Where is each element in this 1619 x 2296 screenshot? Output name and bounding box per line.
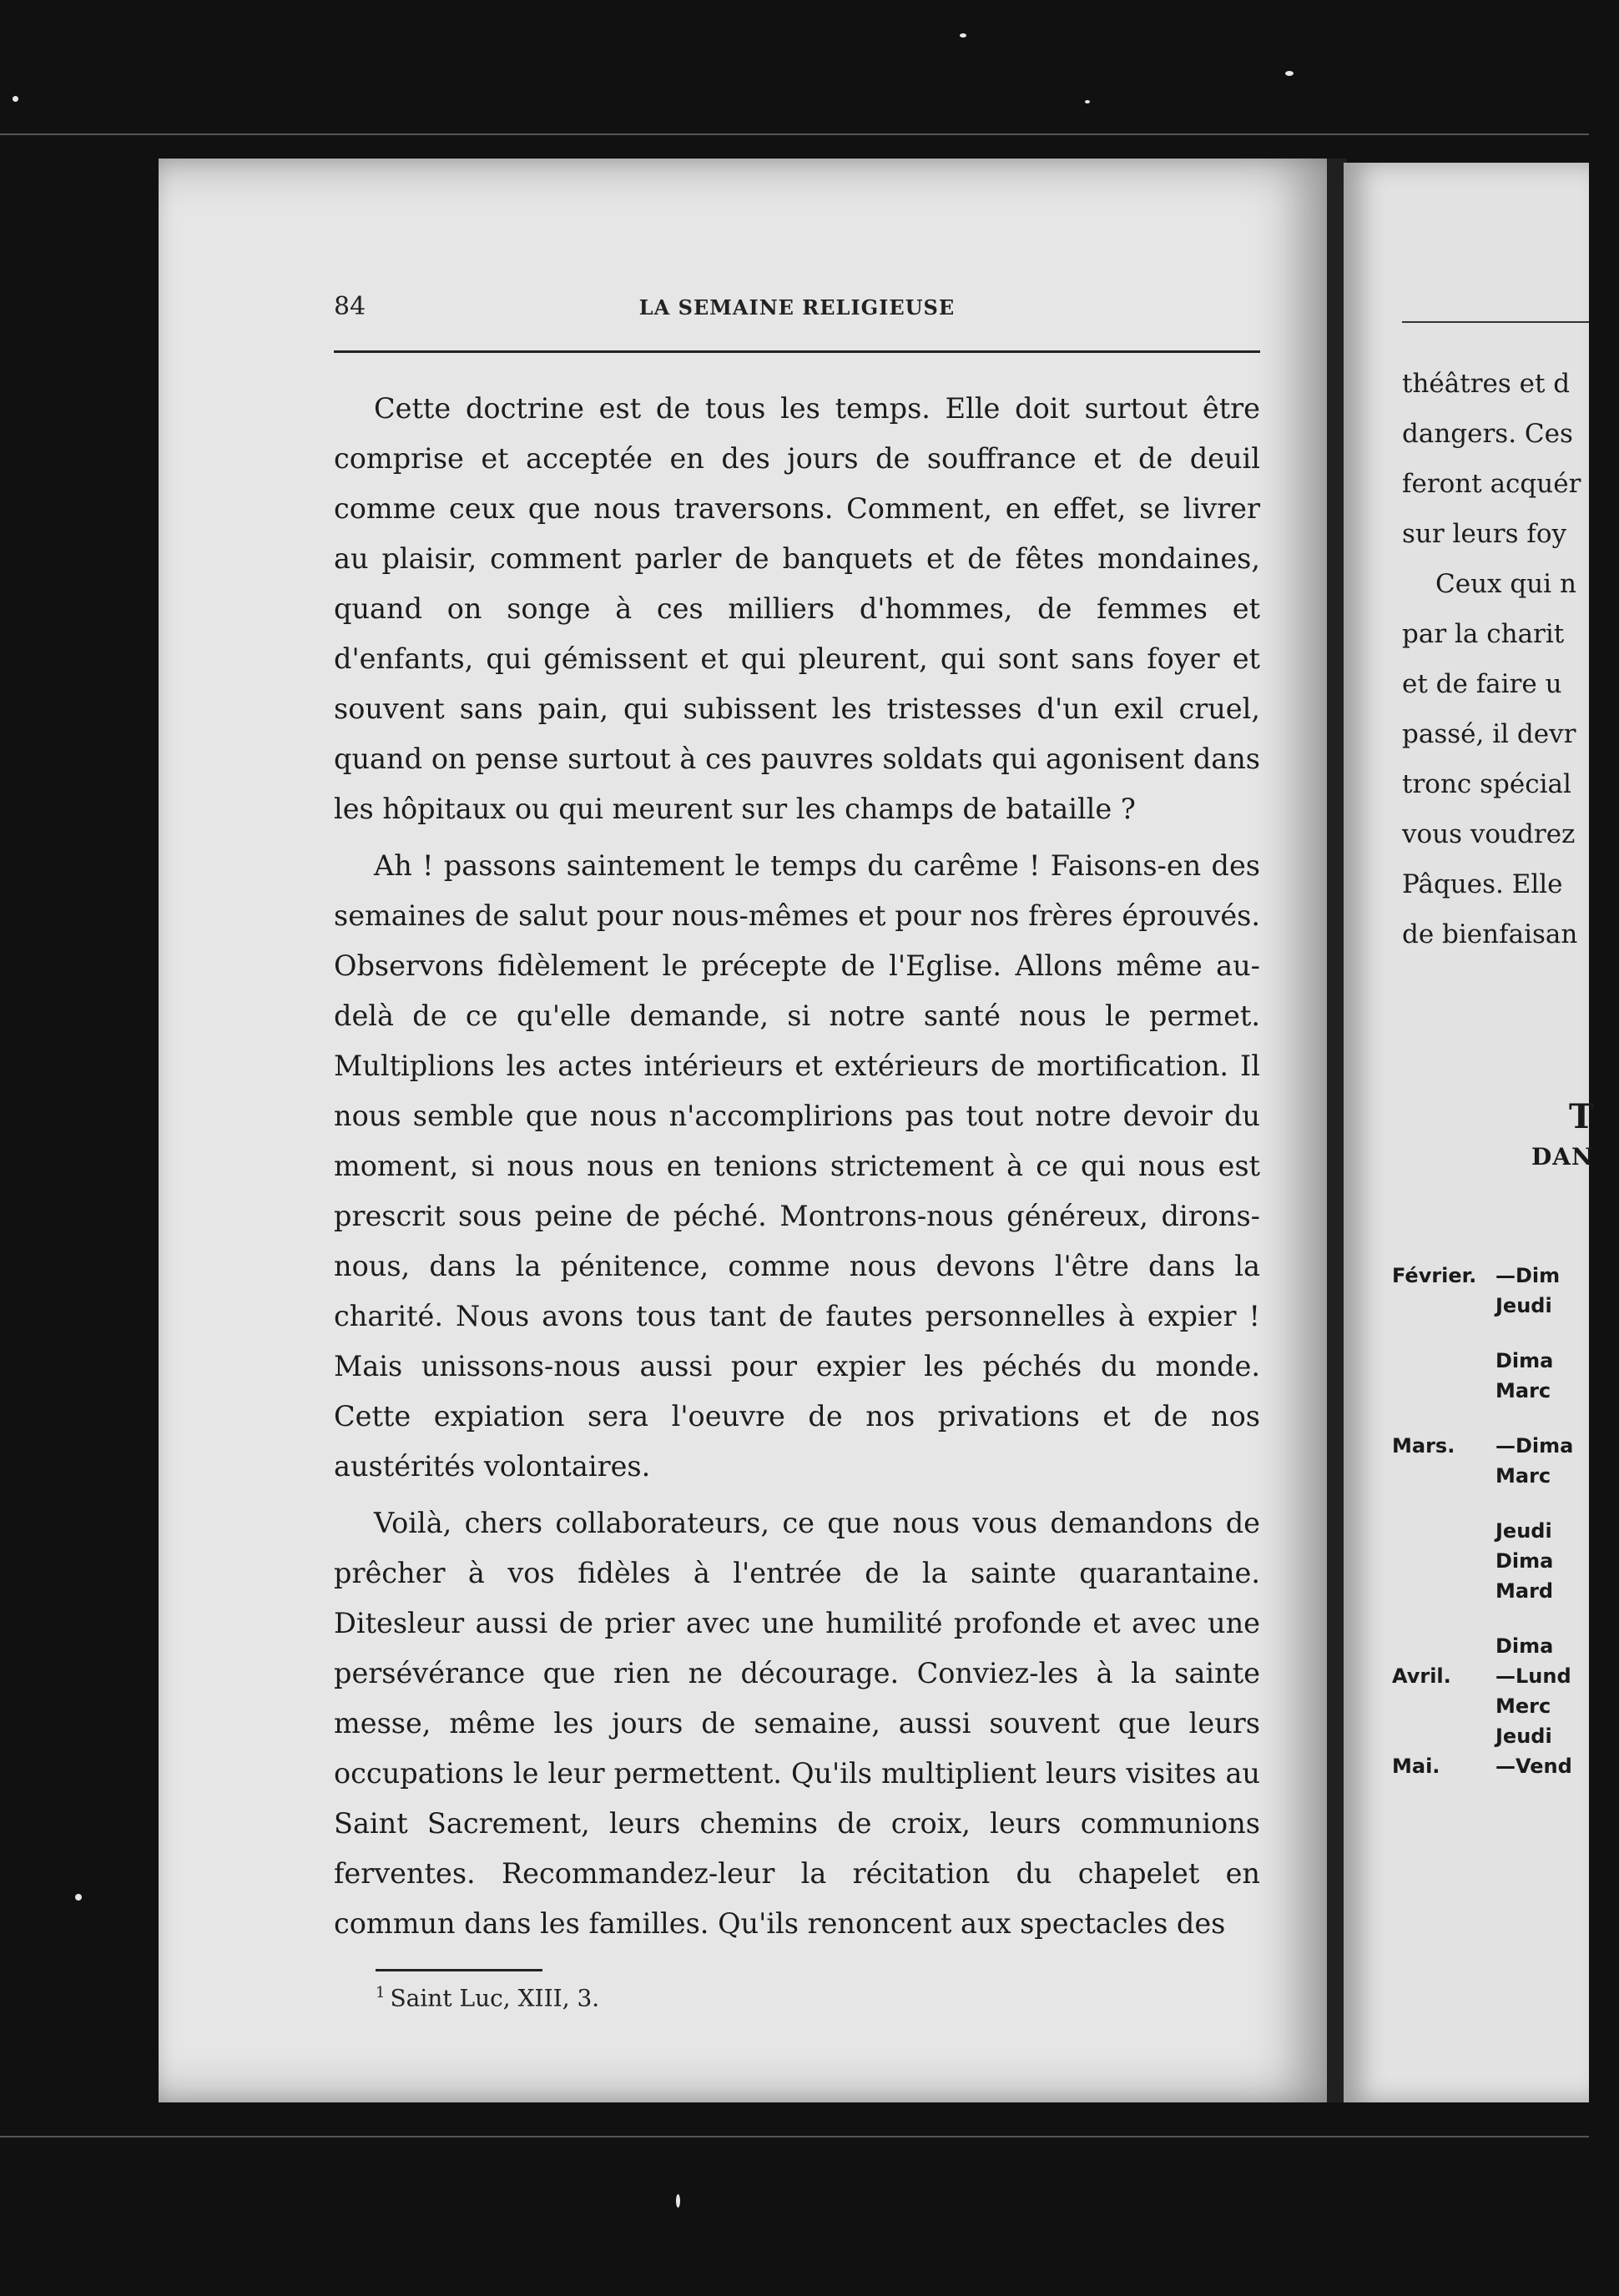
text-line: Pâques. Elle [1402, 869, 1563, 899]
running-title: LA SEMAINE RELIGIEUSE [638, 295, 956, 320]
film-edge-line [0, 2136, 1589, 2137]
calendar-row [1344, 1464, 1589, 1494]
text-line: dangers. Ces [1402, 419, 1573, 449]
body-text [334, 384, 1260, 1956]
calendar-row [1344, 1755, 1589, 1785]
section-subtitle: DAN [1531, 1143, 1594, 1171]
dust-speck [676, 2194, 680, 2208]
calendar-row [1344, 1725, 1589, 1755]
calendar-day: Jeudi [1495, 1519, 1552, 1543]
paragraph: Ah ! passons saintement le temps du carême ! Faisons-en des semaines de salut pour nous-mêmes et pour nos frères éprouvés. Observons fidèlement le précepte de l'Eglise. Allons même au-delà de ce qu'elle demande, si notre santé nous le permet. Multiplions les actes intérieurs et extérieurs de mortification. Il nous semble que nous n'accomplirions pas tout notre devoir du moment, si nous nous en tenions strictement à ce qui nous est prescrit sous peine de péché. Montrons-nous généreux, dirons-nous, dans la pénitence, comme nous devons l'être dans la charité. Nous avons tous tant de fautes personnelles à expier ! Mais unissons-nous aussi pour expier les péchés du monde. Cette expiation sera l'oeuvre de nos privations et de nos austérités volontaires. [334, 849, 1260, 1483]
calendar-gap [1344, 1609, 1589, 1634]
text-line: passé, il devr [1402, 719, 1576, 749]
right-page [1344, 163, 1594, 2102]
footnote-mark: 1 [376, 1984, 386, 2001]
calendar-gap [1344, 1494, 1589, 1519]
text-line: par la charit [1402, 619, 1565, 649]
text-line: tronc spécial [1402, 769, 1571, 799]
calendar-day: Marc [1495, 1379, 1551, 1402]
calendar-row [1344, 1694, 1589, 1725]
calendar-row [1344, 1664, 1589, 1694]
text-line: Ceux qui n [1435, 569, 1576, 599]
calendar-day: Jeudi [1495, 1725, 1552, 1748]
calendar-list [1344, 1264, 1589, 1785]
film-edge-line [0, 133, 1589, 135]
page-header [334, 292, 1260, 353]
dust-speck [13, 96, 18, 102]
footnote-text: Saint Luc, XIII, 3. [390, 1984, 600, 2012]
calendar-month: Avril. [1392, 1664, 1451, 1688]
text-line: théâtres et d [1402, 369, 1571, 399]
calendar-month: Février. [1392, 1264, 1477, 1287]
calendar-day: Mard [1495, 1579, 1554, 1603]
calendar-day: Dima [1495, 1634, 1554, 1658]
header-rule [1402, 321, 1589, 323]
paragraph: Cette doctrine est de tous les temps. Elle doit surtout être comprise et acceptée en des jours de souffrance et de deuil comme ceux que nous traversons. Comment, en effet, se livrer au plaisir, comment parler de banquets et de fêtes mondaines, quand on songe à ces milliers d'hommes, de femmes et d'enfants, qui gémissent et qui pleurent, qui sont sans foyer et souvent sans pain, qui subissent les tristesses d'un exil cruel, quand on pense surtout à ces pauvres soldats qui agonisent dans les hôpitaux ou qui meurent sur les champs de bataille ? [334, 392, 1260, 825]
dust-speck [960, 33, 966, 38]
calendar-gap [1344, 1409, 1589, 1434]
left-page [159, 159, 1335, 2102]
page-number: 84 [334, 292, 366, 321]
text-line: de bienfaisan [1402, 919, 1578, 949]
dust-speck [75, 1894, 82, 1901]
right-page-text [1402, 359, 1619, 959]
calendar-day: —Dima [1495, 1434, 1574, 1458]
calendar-month: Mai. [1392, 1755, 1440, 1778]
calendar-day: —Lund [1495, 1664, 1571, 1688]
section-title: T [1569, 1097, 1594, 1136]
calendar-day: —Vend [1495, 1755, 1572, 1778]
calendar-row [1344, 1349, 1589, 1379]
calendar-row [1344, 1294, 1589, 1324]
paragraph: Voilà, chers collaborateurs, ce que nous vous demandons de prêcher à vos fidèles à l'entrée de la sainte quarantaine. Ditesleur aussi de prier avec une humilité profonde et avec une persévérance que rien ne décourage. Conviez-les à la sainte messe, même les jours de semaine, aussi souvent que leurs occupations le leur permettent. Qu'ils multiplient leurs visites au Saint Sacrement, leurs chemins de croix, leurs communions ferventes. Recommandez-leur la récitation du chapelet en commun dans les familles. Qu'ils renoncent aux spectacles des [334, 1507, 1260, 1940]
calendar-row [1344, 1579, 1589, 1609]
calendar-row [1344, 1549, 1589, 1579]
calendar-row [1344, 1379, 1589, 1409]
calendar-day: Dima [1495, 1349, 1554, 1372]
calendar-day: Dima [1495, 1549, 1554, 1573]
calendar-row [1344, 1434, 1589, 1464]
text-line: sur leurs foy [1402, 519, 1567, 549]
calendar-row [1344, 1519, 1589, 1549]
text-line: vous voudrez [1402, 819, 1576, 849]
calendar-row [1344, 1264, 1589, 1294]
calendar-row [1344, 1634, 1589, 1664]
calendar-month: Mars. [1392, 1434, 1455, 1458]
text-line: et de faire u [1402, 669, 1562, 699]
text-line: feront acquér [1402, 469, 1581, 499]
dust-speck [1285, 71, 1294, 76]
calendar-day: Merc [1495, 1694, 1551, 1718]
calendar-day: Jeudi [1495, 1294, 1552, 1317]
footnote-rule [376, 1969, 542, 1971]
calendar-day: Marc [1495, 1464, 1551, 1488]
calendar-day: —Dim [1495, 1264, 1561, 1287]
calendar-gap [1344, 1324, 1589, 1349]
dust-speck [1085, 100, 1090, 103]
footnote [376, 1984, 599, 2012]
